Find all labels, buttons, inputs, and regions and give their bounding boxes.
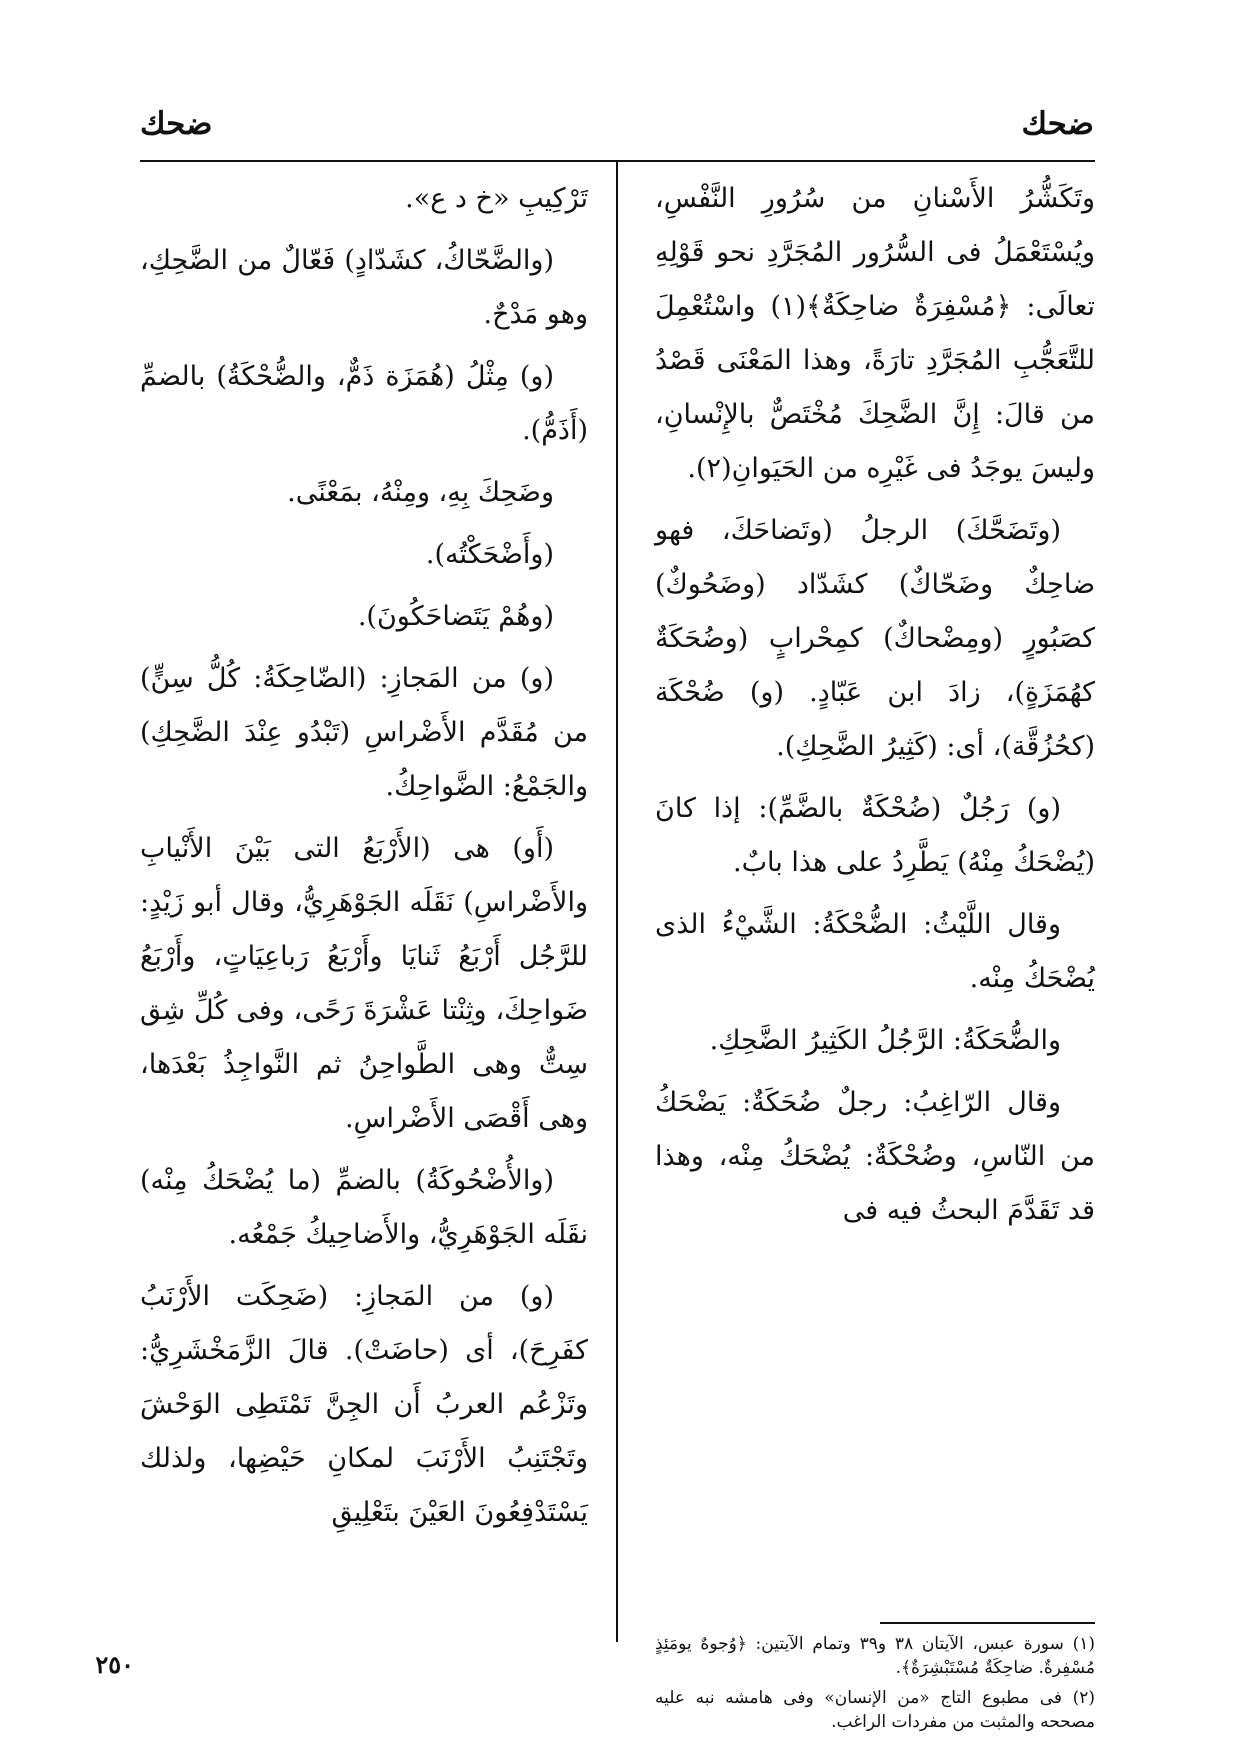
- paragraph: (والأُضْحُوكَةُ) بالضمِّ (ما يُضْحَكُ مِنْه) نقَلَه الجَوْهَرِيُّ، والأَضاحِيكُ جَمْعُه.: [140, 1165, 588, 1250]
- left-column: [140, 172, 588, 1548]
- paragraph: والضُّحَكَةُ: الرَّجُلُ الكَثِيرُ الضَّحِكِ.: [709, 1025, 1061, 1056]
- paragraph: (أَو) هى (الأَرْبَعُ التى بَيْنَ الأَنْيابِ والأَضْراسِ) نَقَلَه الجَوْهَرِيُّ، وقال أبو زَيْدٍ: للرَّجُل أَرْبَعُ ثَنايَا وأَرْبَعُ رَباعِيَاتٍ، وأَرْبَعُ ضَواحِكَ، وثِنْتا عَشْرَةَ رَحًى، وفى كُلِّ شِق سِتٌّ وهى الطَّواحِنُ ثم النَّواجِذُ بَعْدَها، وهى أَقْصَى الأَضْراسِ.: [140, 833, 588, 1134]
- page-number: ٢٥٠: [95, 1650, 134, 1679]
- paragraph: (و) من المَجازِ: (ضَحِكَت الأَرْنَبُ كفَرِحَ)، أى (حاضَتْ). قالَ الزَّمَخْشَرِيُّ: وتَزْعُم العربُ أَن الجِنَّ تَمْتَطِى الوَحْشَ وتَجْتَنِبُ الأَرْنَبَ لمكانِ حَيْضِها، ولذلك يَسْتَدْفِعُونَ العَيْنَ بتَعْلِيقِ: [140, 1281, 588, 1528]
- running-head-left: ضحك: [140, 106, 213, 142]
- paragraph: (وأَضْحَكْتُه).: [425, 539, 554, 570]
- right-column: [655, 172, 1095, 1246]
- running-head-right: ضحك: [1021, 106, 1094, 142]
- paragraph: (و) مِثْلُ (هُمَزَة ذَمٌّ، والضُّحْكَةُ) بالضمِّ (أَذَمُّ).: [140, 361, 588, 446]
- paragraph: تَرْكِيبِ «خ د ع».: [405, 183, 588, 214]
- paragraph: وقال اللَّيْثُ: الضُّحْكَةُ: الشَّيْءُ الذى يُضْحَكُ مِنْه.: [655, 909, 1095, 994]
- footnote: (٢) فى مطبوع التاج «من الإنسان» وفى هامشه نبه عليه مصححه والمثبت من مفردات الراغب.: [655, 1688, 1095, 1732]
- paragraph: (و) رَجُلٌ (ضُحْكَةٌ بالضَّمِّ): إذا كانَ (يُضْحَكُ مِنْهُ) يَطَّرِدُ على هذا بابٌ.: [655, 793, 1095, 878]
- footnote: (١) سورة عبس، الآيتان ٣٨ و٣٩ وتمام الآيتين: ﴿وُجوهٌ يومَئِذٍ مُسْفِرةٌ. ضاحِكَةٌ مُسْتَبْشِرَةٌ﴾.: [655, 1634, 1095, 1678]
- paragraph: (و) من المَجازِ: (الضّاحِكَةُ: كُلُّ سِنٍّ) من مُقَدَّم الأَضْراسِ (تَبْدُو عِنْدَ الضَّحِكِ) والجَمْعُ: الضَّواحِكُ.: [140, 663, 588, 802]
- paragraph: وقال الرّاغِبُ: رجلٌ ضُحَكَةٌ: يَضْحَكُ من النّاسِ، وضُحْكَةٌ: يُضْحَكُ مِنْه، وهذا قد تَقَدَّمَ البحثُ فيه فى: [655, 1087, 1095, 1226]
- footnotes: [655, 1632, 1095, 1740]
- footnote-rule: [880, 1622, 1095, 1624]
- paragraph: وضَحِكَ بِهِ، ومِنْهُ، بمَعْنًى.: [287, 477, 554, 508]
- paragraph: (والضَّحّاكُ، كشَدّادٍ) فَعّالٌ من الضَّحِكِ، وهو مَدْحٌ.: [140, 245, 588, 330]
- paragraph: (وهُمْ يَتَضاحَكُونَ).: [357, 601, 554, 632]
- column-divider: [616, 162, 618, 1642]
- paragraph: (وتَضَحَّكَ) الرجلُ (وتَضاحَكَ، فهو ضاحِكٌ وضَحّاكٌ) كشَدّاد (وضَحُوكٌ) كصَبُورٍ (ومِضْحاكٌ) كمِحْرابٍ (وضُحَكَةٌ كهُمَزَةٍ)، زادَ ابن عَبّادٍ. (و) ضُحْكَة (كحُزُقَّة)، أى: (كَثِيرُ الضَّحِكِ).: [655, 515, 1095, 762]
- paragraph: وتَكَشُّرُ الأَسْنانِ من سُرُورِ النَّفْسِ، ويُسْتَعْمَلُ فى السُّرُور المُجَرَّدِ نحو قَوْلِهِ تعالَى: ﴿مُسْفِرَةٌ ضاحِكَةٌ﴾(١) واسْتُعْمِلَ للتَّعَجُّبِ المُجَرَّدِ تارَةً، وهذا المَعْنَى قَصْدُ من قالَ: إِنَّ الضَّحِكَ مُخْتَصٌّ بالإِنْسانِ، وليسَ يوجَدُ فى غَيْرِه من الحَيَوانِ(٢).: [655, 183, 1095, 484]
